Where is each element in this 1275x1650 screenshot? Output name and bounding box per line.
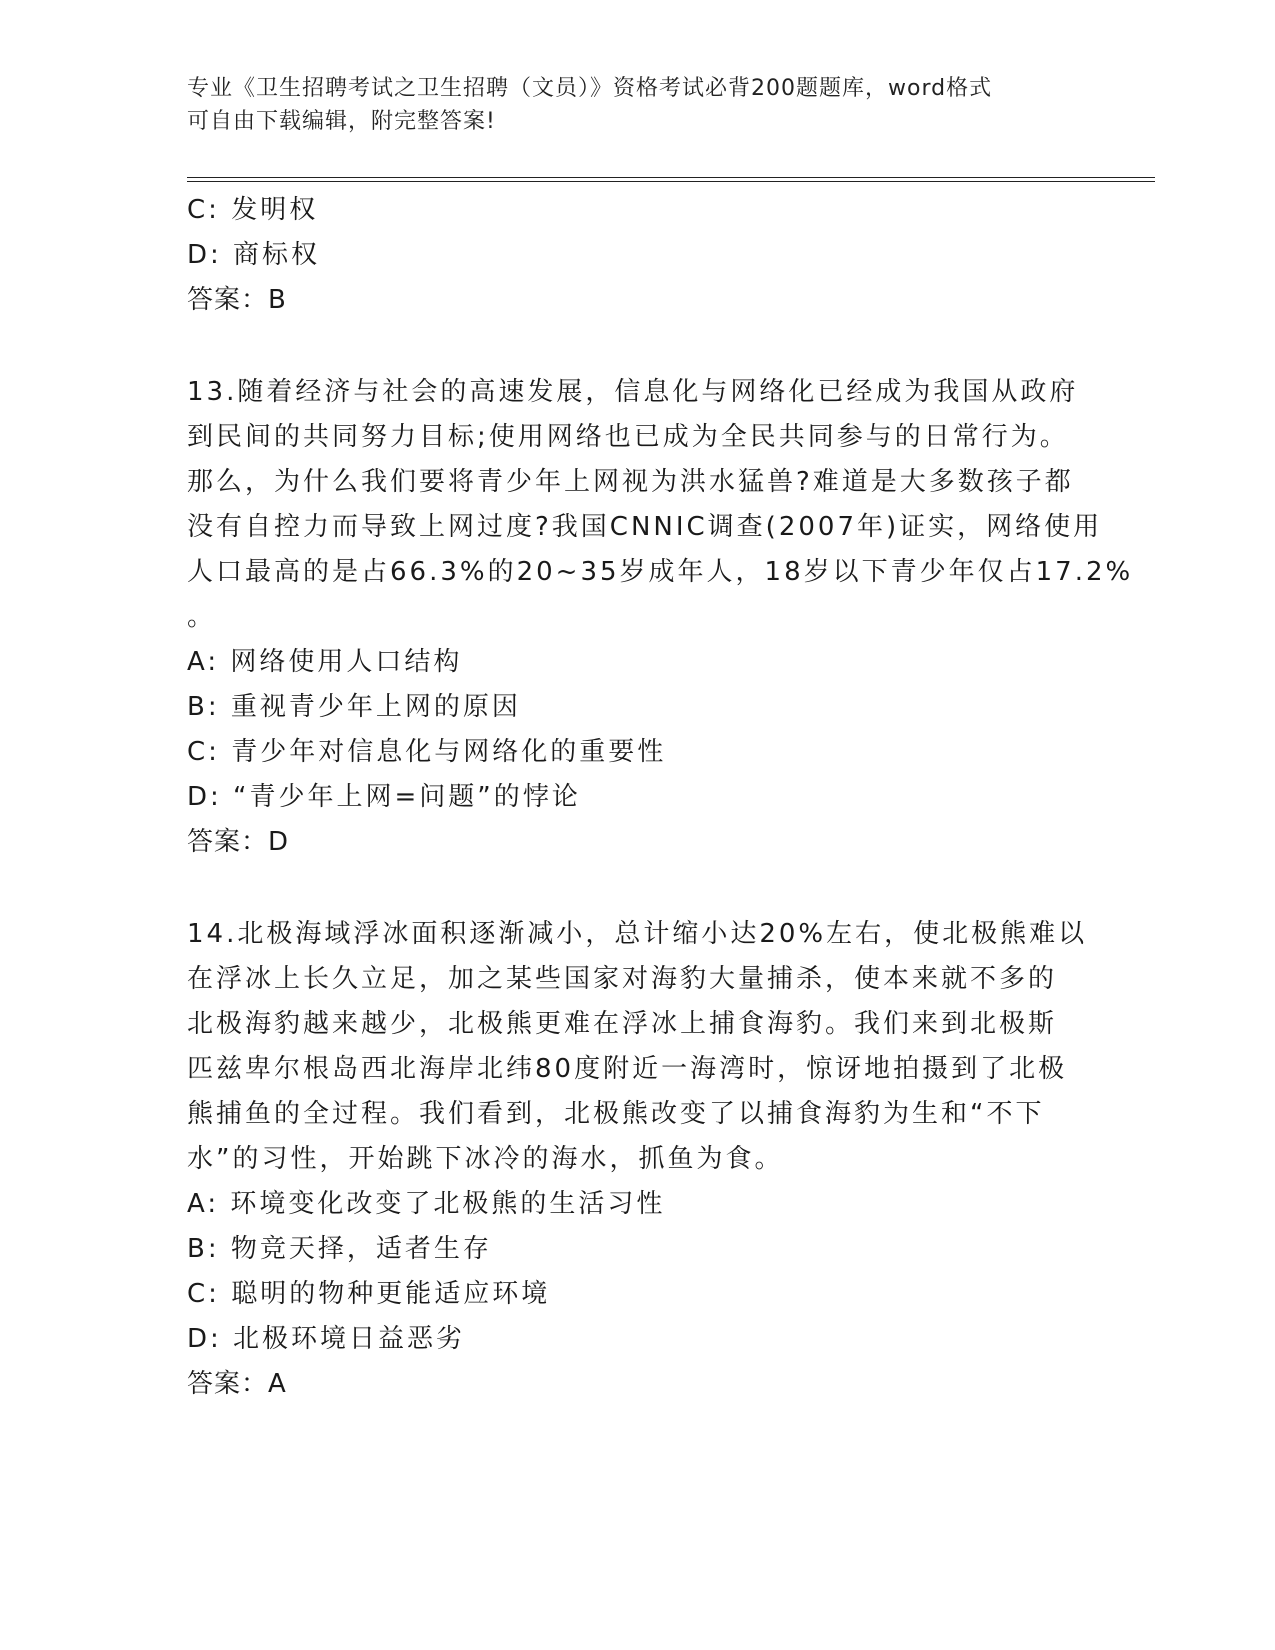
content-body (187, 188, 1134, 1407)
option-c: C: 聪明的物种更能适应环境 (187, 1279, 551, 1309)
header-line-2: 可自由下载编辑，附完整答案! (187, 109, 496, 134)
answer-line: 答案：A (187, 1369, 287, 1399)
answer-line: 答案：D (187, 827, 290, 857)
page-header (187, 72, 1087, 138)
stem-line: 在浮冰上长久立足，加之某些国家对海豹大量捕杀，使本来就不多的 (187, 964, 1058, 994)
stem-line: 没有自控力而导致上网过度?我国CNNIC调查(2007年)证实，网络使用 (187, 512, 1103, 542)
stem-line: 人口最高的是占66.3%的20~35岁成年人，18岁以下青少年仅占17.2% (187, 557, 1134, 587)
stem-line: 到民间的共同努力目标;使用网络也已成为全民共同参与的日常行为。 (187, 422, 1069, 452)
stem-line: 。 (187, 602, 217, 632)
option-b: B: 重视青少年上网的原因 (187, 692, 521, 722)
stem-line: 水”的习性，开始跳下冰冷的海水，抓鱼为食。 (187, 1144, 784, 1174)
question-14 (187, 912, 1087, 1407)
option-d: D: “青少年上网=问题”的悖论 (187, 782, 581, 812)
option-c: C: 青少年对信息化与网络化的重要性 (187, 737, 667, 767)
option-a: A: 环境变化改变了北极熊的生活习性 (187, 1189, 666, 1219)
header-divider (187, 177, 1155, 182)
option-c: C: 发明权 (187, 195, 319, 225)
header-line-1: 专业《卫生招聘考试之卫生招聘（文员）》资格考试必背200题题库，word格式 (187, 76, 993, 101)
option-d: D: 商标权 (187, 240, 321, 270)
stem-line: 北极海豹越来越少，北极熊更难在浮冰上捕食海豹。我们来到北极斯 (187, 1009, 1058, 1039)
stem-line: 那么，为什么我们要将青少年上网视为洪水猛兽?难道是大多数孩子都 (187, 467, 1074, 497)
option-a: A: 网络使用人口结构 (187, 647, 463, 677)
option-d: D: 北极环境日益恶劣 (187, 1324, 466, 1354)
stem-line: 熊捕鱼的全过程。我们看到，北极熊改变了以捕食海豹为生和“不下 (187, 1099, 1045, 1129)
stem-line: 14.北极海域浮冰面积逐渐减小，总计缩小达20%左右，使北极熊难以 (187, 919, 1088, 949)
option-b: B: 物竞天择，适者生存 (187, 1234, 492, 1264)
question-12-tail (187, 188, 1087, 323)
stem-line: 匹兹卑尔根岛西北海岸北纬80度附近一海湾时，惊讶地拍摄到了北极 (187, 1054, 1068, 1084)
answer-line: 答案：B (187, 285, 287, 315)
question-13 (187, 370, 1134, 865)
stem-line: 13.随着经济与社会的高速发展，信息化与网络化已经成为我国从政府 (187, 377, 1079, 407)
